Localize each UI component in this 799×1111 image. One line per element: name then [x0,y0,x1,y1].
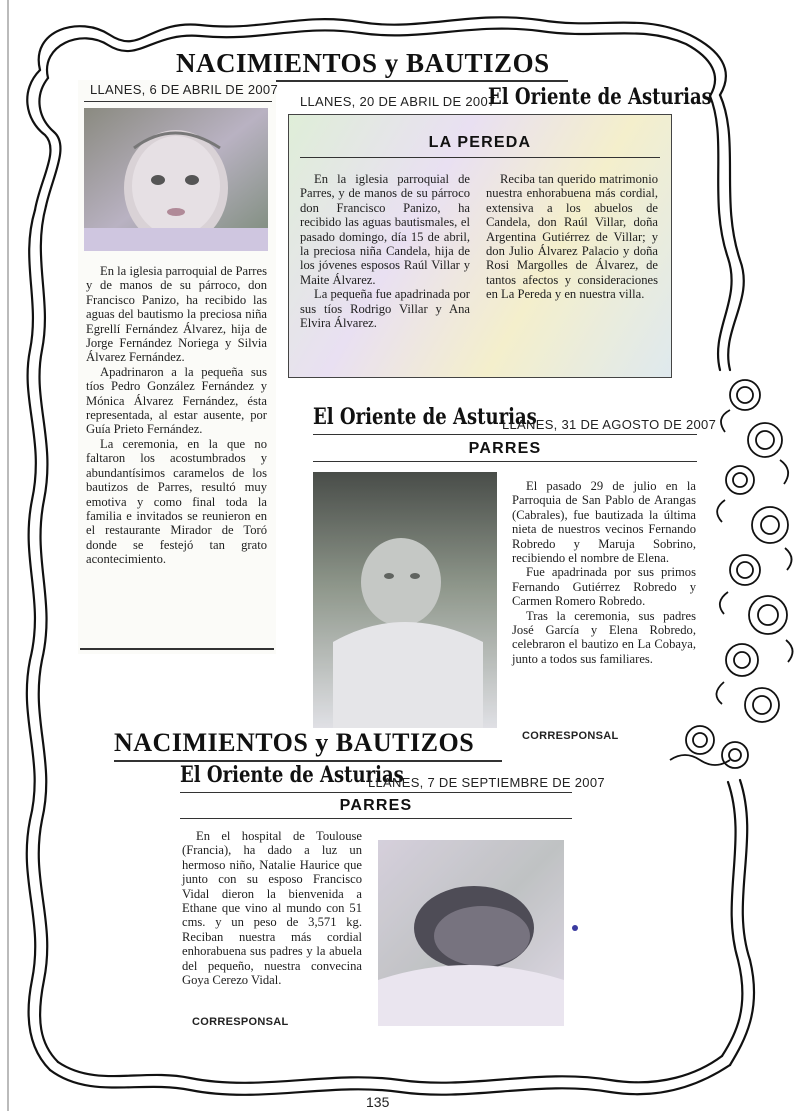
clip2-dateline: LLANES, 20 DE ABRIL DE 2007 [300,94,496,109]
clip4-body [182,829,362,987]
clip3-body [512,479,696,666]
clip3-paragraph: Fue apadrinada por sus primos Fernando Gutiérrez Robredo y Carmen Romero Robredo. [512,565,696,609]
baptism-photo-icon [313,472,497,728]
baby-portrait-icon [84,108,268,251]
clip4-section-title: PARRES [339,797,413,814]
clip3-section-title: PARRES [468,440,542,457]
clip3-dateline: LLANES, 31 DE AGOSTO DE 2007 [502,417,717,432]
clip1-dateline: LLANES, 6 DE ABRIL DE 2007 [90,82,278,97]
clip2-col-right [486,172,658,302]
clip2-newspaper-logo: El Oriente de Asturias [488,84,712,110]
clip4-paragraph: En el hospital de Toulouse (Francia), ha dado a luz un hermoso niño, Natalie Haurice que junto con su esposo Francisco Vidal dieron la bienvenida a Ethane que vino al mundo con 51 cms. y un peso de 3,571 kg. Reciban nuestra más cordial enhorabuena sus padres y la abuela del pequeño, nuestra convecina Goya Cerezo Vidal. [182,829,362,988]
clip1-body [86,264,267,567]
clip4-byline: CORRESPONSAL [192,1016,289,1028]
clip4-section-rule [180,818,572,819]
clip4-newspaper-logo: El Oriente de Asturias [180,762,404,788]
clip2-col-left [300,172,470,330]
baby-portrait-photo [84,108,268,251]
clip2-section-title: LA PEREDA [428,134,532,151]
clip1-paragraph: En la iglesia parroquial de Parres y de manos de su párroco, don Francisco Panizo, ha recibido las aguas del bautismo la preciosa niña Egrellí Fernández Álvarez, hija de Jorge Fernández Noriega y Silvia Álvarez Fernández. [86,264,267,365]
clip3-top-rule [313,434,697,435]
bullet-dot-decoration [572,925,578,931]
clip1-bottom-rule [80,648,274,650]
clip1-top-rule [84,101,272,102]
clip3-newspaper-logo: El Oriente de Asturias [313,404,537,430]
clip3-byline: CORRESPONSAL [522,730,619,742]
clip4-dateline: LLANES, 7 DE SEPTIEMBRE DE 2007 [368,775,605,790]
page-number: 135 [366,1094,390,1110]
clip2-section-rule [300,157,660,158]
newborn-photo-icon [378,840,564,1026]
clip1-paragraph: Apadrinaron a la pequeña sus tíos Pedro González Fernández y Mónica Álvarez Fernández, ésta representada, al estar ausente, por Guía Prieto Fernández. [86,364,267,437]
clip3-paragraph: El pasado 29 de julio en la Parroquia de San Pablo de Arangas (Cabrales), fue bautizada la última nieta de nuestros vecinos Fernando Robredo y Maruja Sobrino, recibiendo el nombre de Elena. [512,479,696,566]
newborn-photo [378,840,564,1026]
clip3-section-rule [313,461,697,462]
clip2-paragraph: Reciba tan querido matrimonio nuestra enhorabuena más cordial, extensiva a los abuelos de Candela, don Raúl Villar, doña Argentina Gutiérrez de Villar; y don Julio Álvarez Palacio y doña Rosi Margolles de Álvarez, de tantos afectos y consideraciones en La Pereda y en nuestra villa. [486,172,658,302]
clip2-paragraph: En la iglesia parroquial de Parres, y de manos de su párroco don Francisco Panizo, ha recibido las aguas bautismales, el pasado domingo, día 15 de abril, la preciosa niña Candela, hija de los jóvenes esposos Raúl Villar y Maite Álvarez. [300,172,470,287]
baptism-photo [313,472,497,728]
bottom-banner-title: NACIMIENTOS y BAUTIZOS [114,728,475,757]
clip3-paragraph: Tras la ceremonia, sus padres José García y Elena Robredo, celebraron el bautizo en La Cobaya, junto a todos sus familiares. [512,608,696,666]
clip1-paragraph: La ceremonia, en la que no faltaron los acostumbrados y abundantísimos caramelos de los bautizos de Parres, resultó muy emotiva y como final toda la familia e invitados se reunieron en el restaurante Mirador de Toró donde se festejó tan grato acontecimiento. [86,436,267,567]
clip4-top-rule [180,792,572,793]
top-banner-title: NACIMIENTOS y BAUTIZOS [176,48,550,78]
clip2-paragraph: La pequeña fue apadrinada por sus tíos Rodrigo Villar y Ana Elvira Álvarez. [300,287,470,331]
